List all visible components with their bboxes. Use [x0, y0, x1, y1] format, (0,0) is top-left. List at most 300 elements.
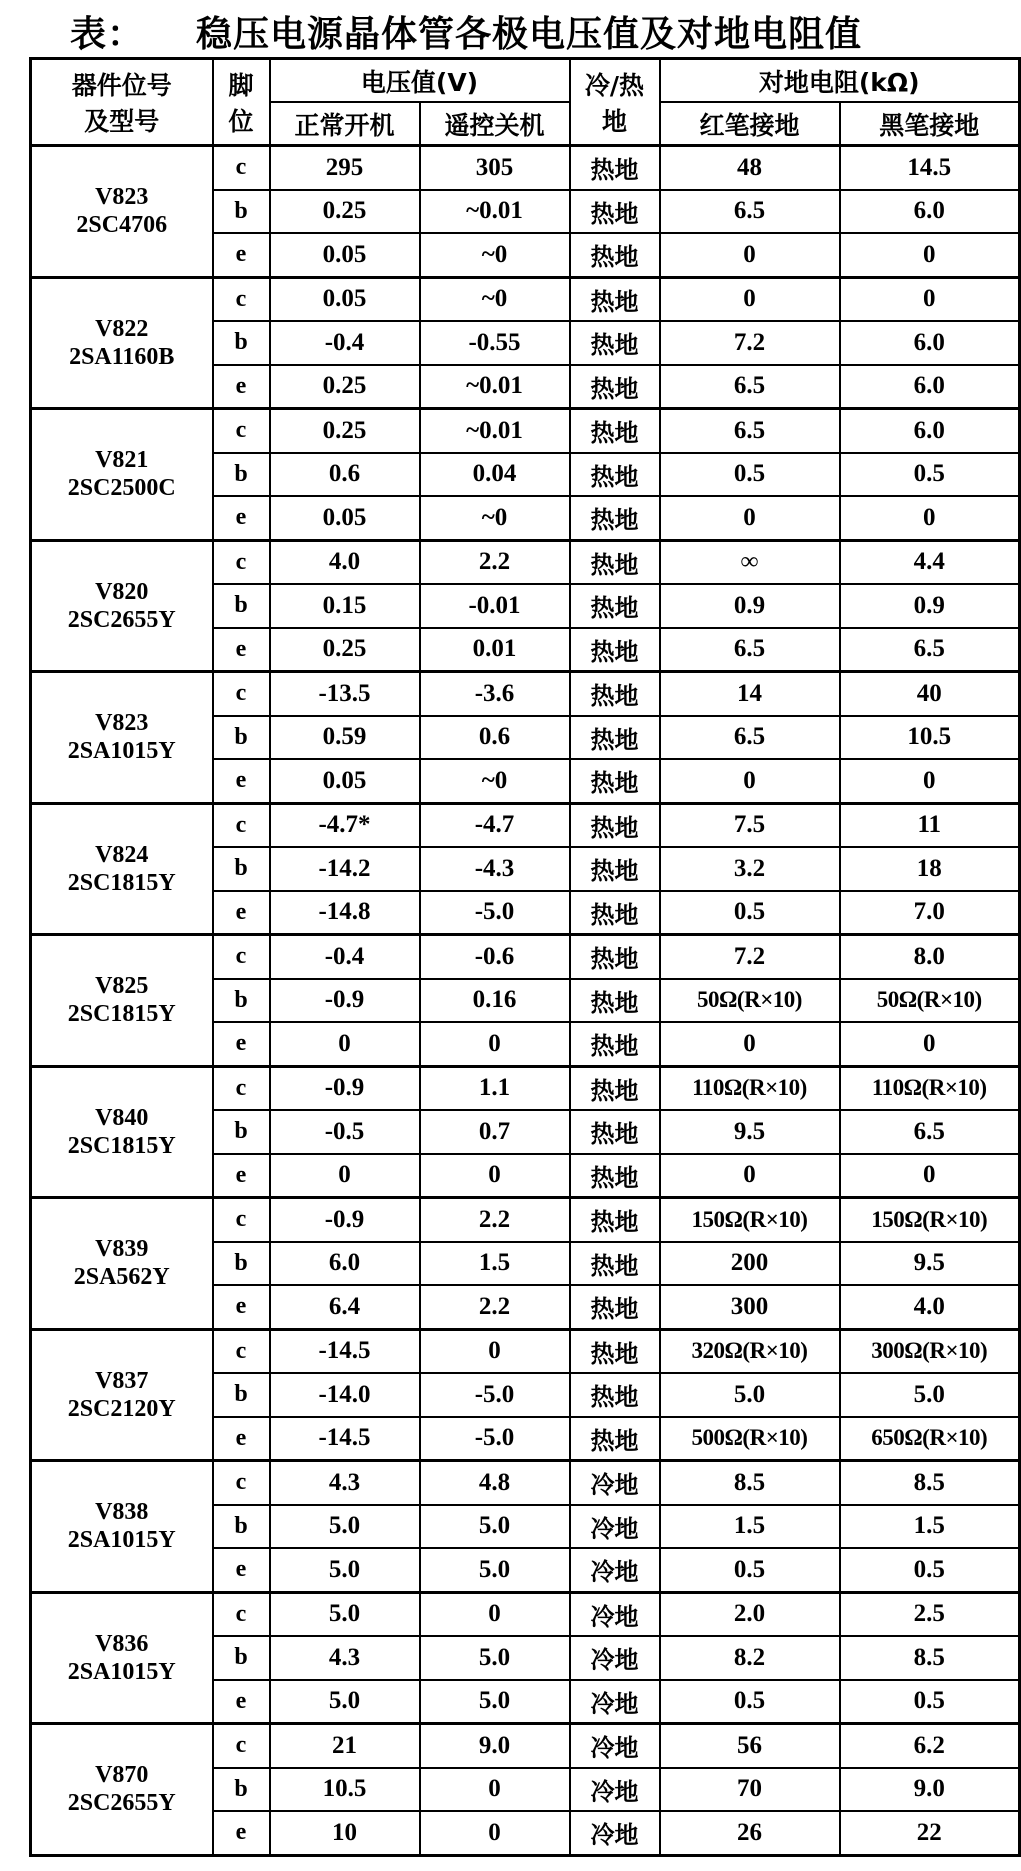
ground-type-cell: 热地 — [570, 803, 660, 847]
resistance-red-cell: 7.2 — [660, 935, 840, 979]
device-ref: V820 — [95, 578, 149, 605]
resistance-black-cell: 8.5 — [840, 1636, 1020, 1680]
voltage-standby-cell: -4.7 — [420, 803, 570, 847]
ground-type-cell: 热地 — [570, 1329, 660, 1373]
ground-type-cell: 热地 — [570, 190, 660, 234]
header-device-line2: 及型号 — [84, 107, 160, 136]
voltage-normal-cell: -0.9 — [270, 979, 420, 1023]
ground-type-cell: 热地 — [570, 1154, 660, 1198]
table-row — [31, 1592, 1020, 1636]
resistance-black-cell: 6.0 — [840, 190, 1020, 234]
pin-cell: e — [213, 628, 270, 672]
voltage-standby-cell: 0.7 — [420, 1110, 570, 1154]
header-pin-line2: 位 — [228, 107, 254, 136]
resistance-black-cell: 50Ω(R×10) — [840, 979, 1020, 1023]
voltage-normal-cell: 0 — [270, 1154, 420, 1198]
voltage-normal-cell: 5.0 — [270, 1680, 420, 1724]
transistor-voltage-table — [29, 57, 1021, 1857]
ground-type-cell: 热地 — [570, 453, 660, 497]
device-model: 2SA1015Y — [67, 1527, 176, 1554]
resistance-red-cell: 320Ω(R×10) — [660, 1329, 840, 1373]
voltage-standby-cell: -0.55 — [420, 321, 570, 365]
resistance-red-cell: 0.5 — [660, 1548, 840, 1592]
voltage-standby-cell: 0.16 — [420, 979, 570, 1023]
voltage-normal-cell: -0.4 — [270, 935, 420, 979]
voltage-standby-cell: ~0.01 — [420, 365, 570, 409]
device-ref: V840 — [95, 1104, 149, 1131]
pin-cell: b — [213, 847, 270, 891]
pin-cell: b — [213, 453, 270, 497]
voltage-standby-cell: 2.2 — [420, 540, 570, 584]
voltage-normal-cell: -14.5 — [270, 1329, 420, 1373]
pin-cell: e — [213, 1811, 270, 1855]
resistance-red-cell: 110Ω(R×10) — [660, 1066, 840, 1110]
pin-cell: c — [213, 1329, 270, 1373]
ground-type-cell: 热地 — [570, 672, 660, 716]
voltage-standby-cell: -5.0 — [420, 1417, 570, 1461]
header-voltage-standby: 遥控关机 — [420, 102, 570, 146]
pin-cell: e — [213, 1680, 270, 1724]
resistance-black-cell: 1.5 — [840, 1505, 1020, 1549]
device-model: 2SC2655Y — [67, 606, 176, 633]
pin-cell: c — [213, 1592, 270, 1636]
resistance-red-cell: 6.5 — [660, 628, 840, 672]
device-cell — [31, 409, 213, 541]
voltage-normal-cell: 0.05 — [270, 759, 420, 803]
resistance-black-cell: 6.5 — [840, 628, 1020, 672]
device-cell — [31, 1198, 213, 1330]
voltage-standby-cell: 0.01 — [420, 628, 570, 672]
resistance-black-cell: 7.0 — [840, 891, 1020, 935]
device-ref: V836 — [95, 1630, 149, 1657]
pin-cell: e — [213, 1548, 270, 1592]
resistance-black-cell: 0.5 — [840, 453, 1020, 497]
resistance-red-cell: 0 — [660, 1022, 840, 1066]
pin-cell: e — [213, 1022, 270, 1066]
voltage-standby-cell: 0.04 — [420, 453, 570, 497]
resistance-black-cell: 5.0 — [840, 1373, 1020, 1417]
voltage-normal-cell: 0.05 — [270, 277, 420, 321]
resistance-black-cell: 0 — [840, 1022, 1020, 1066]
voltage-standby-cell: ~0.01 — [420, 409, 570, 453]
resistance-black-cell: 0 — [840, 277, 1020, 321]
voltage-normal-cell: 295 — [270, 146, 420, 190]
voltage-standby-cell: -3.6 — [420, 672, 570, 716]
voltage-standby-cell: 5.0 — [420, 1548, 570, 1592]
header-ground-line1: 冷/热 — [584, 71, 645, 100]
voltage-normal-cell: -14.0 — [270, 1373, 420, 1417]
ground-type-cell: 热地 — [570, 759, 660, 803]
voltage-normal-cell: 5.0 — [270, 1505, 420, 1549]
resistance-red-cell: 0.5 — [660, 891, 840, 935]
resistance-red-cell: 0 — [660, 1154, 840, 1198]
voltage-normal-cell: 21 — [270, 1724, 420, 1768]
ground-type-cell: 热地 — [570, 496, 660, 540]
resistance-red-cell: 2.0 — [660, 1592, 840, 1636]
voltage-normal-cell: -14.8 — [270, 891, 420, 935]
pin-cell: c — [213, 277, 270, 321]
pin-cell: c — [213, 1461, 270, 1505]
header-voltage-group: 电压值(V) — [270, 59, 570, 103]
header-device-line1: 器件位号 — [71, 71, 172, 100]
device-ref: V822 — [95, 315, 149, 342]
resistance-black-cell: 0.5 — [840, 1548, 1020, 1592]
resistance-black-cell: 2.5 — [840, 1592, 1020, 1636]
header-voltage-normal: 正常开机 — [270, 102, 420, 146]
voltage-normal-cell: 0 — [270, 1022, 420, 1066]
device-ref: V823 — [95, 710, 149, 737]
voltage-standby-cell: 0 — [420, 1768, 570, 1812]
device-ref: V824 — [95, 841, 149, 868]
device-cell — [31, 1592, 213, 1724]
ground-type-cell: 热地 — [570, 233, 660, 277]
voltage-standby-cell: 0 — [420, 1592, 570, 1636]
voltage-standby-cell: ~0 — [420, 233, 570, 277]
resistance-black-cell: 0.9 — [840, 584, 1020, 628]
voltage-normal-cell: 5.0 — [270, 1592, 420, 1636]
resistance-red-cell: 6.5 — [660, 716, 840, 760]
ground-type-cell: 冷地 — [570, 1724, 660, 1768]
resistance-red-cell: 0.5 — [660, 453, 840, 497]
resistance-black-cell: 22 — [840, 1811, 1020, 1855]
voltage-standby-cell: ~0 — [420, 759, 570, 803]
voltage-standby-cell: 5.0 — [420, 1505, 570, 1549]
voltage-normal-cell: -0.5 — [270, 1110, 420, 1154]
voltage-normal-cell: 0.25 — [270, 628, 420, 672]
table-row — [31, 540, 1020, 584]
resistance-red-cell: 26 — [660, 1811, 840, 1855]
device-model: 2SC1815Y — [67, 1132, 176, 1159]
voltage-standby-cell: ~0 — [420, 496, 570, 540]
voltage-normal-cell: 0.05 — [270, 233, 420, 277]
resistance-black-cell: 4.4 — [840, 540, 1020, 584]
voltage-normal-cell: 0.25 — [270, 365, 420, 409]
pin-cell: b — [213, 716, 270, 760]
pin-cell: b — [213, 1505, 270, 1549]
ground-type-cell: 冷地 — [570, 1548, 660, 1592]
ground-type-cell: 热地 — [570, 1198, 660, 1242]
voltage-standby-cell: 4.8 — [420, 1461, 570, 1505]
voltage-standby-cell: -0.6 — [420, 935, 570, 979]
pin-cell: c — [213, 935, 270, 979]
device-ref: V838 — [95, 1499, 149, 1526]
table-row — [31, 1066, 1020, 1110]
resistance-red-cell: 14 — [660, 672, 840, 716]
device-model: 2SA562Y — [73, 1264, 170, 1291]
ground-type-cell: 热地 — [570, 409, 660, 453]
ground-type-cell: 冷地 — [570, 1461, 660, 1505]
header-device — [31, 59, 213, 146]
ground-type-cell: 热地 — [570, 891, 660, 935]
voltage-standby-cell: 0 — [420, 1022, 570, 1066]
pin-cell: e — [213, 759, 270, 803]
resistance-black-cell: 0.5 — [840, 1680, 1020, 1724]
voltage-normal-cell: 6.0 — [270, 1242, 420, 1286]
resistance-black-cell: 650Ω(R×10) — [840, 1417, 1020, 1461]
ground-type-cell: 冷地 — [570, 1592, 660, 1636]
voltage-normal-cell: 4.0 — [270, 540, 420, 584]
pin-cell: e — [213, 365, 270, 409]
voltage-normal-cell: 0.25 — [270, 409, 420, 453]
voltage-standby-cell: -5.0 — [420, 1373, 570, 1417]
ground-type-cell: 热地 — [570, 1417, 660, 1461]
voltage-normal-cell: -4.7* — [270, 803, 420, 847]
table-row — [31, 1461, 1020, 1505]
table-row — [31, 1329, 1020, 1373]
pin-cell: c — [213, 1198, 270, 1242]
device-model: 2SA1160B — [69, 343, 175, 370]
voltage-normal-cell: 0.15 — [270, 584, 420, 628]
header-pin-line1: 脚 — [228, 71, 254, 100]
resistance-black-cell: 6.0 — [840, 365, 1020, 409]
pin-cell: b — [213, 1636, 270, 1680]
resistance-red-cell: 70 — [660, 1768, 840, 1812]
device-cell — [31, 540, 213, 672]
resistance-red-cell: ∞ — [660, 540, 840, 584]
ground-type-cell: 热地 — [570, 1110, 660, 1154]
device-cell — [31, 672, 213, 804]
pin-cell: c — [213, 409, 270, 453]
ground-type-cell: 热地 — [570, 365, 660, 409]
ground-type-cell: 热地 — [570, 1373, 660, 1417]
resistance-red-cell: 500Ω(R×10) — [660, 1417, 840, 1461]
pin-cell: c — [213, 803, 270, 847]
pin-cell: e — [213, 1417, 270, 1461]
voltage-normal-cell: -0.4 — [270, 321, 420, 365]
ground-type-cell: 热地 — [570, 1022, 660, 1066]
device-model: 2SC2655Y — [67, 1790, 176, 1817]
voltage-normal-cell: 0.59 — [270, 716, 420, 760]
resistance-black-cell: 8.5 — [840, 1461, 1020, 1505]
resistance-black-cell: 11 — [840, 803, 1020, 847]
voltage-normal-cell: -13.5 — [270, 672, 420, 716]
device-model: 2SC1815Y — [67, 1001, 176, 1028]
header-resistance-black: 黑笔接地 — [840, 102, 1020, 146]
ground-type-cell: 冷地 — [570, 1680, 660, 1724]
voltage-standby-cell: -0.01 — [420, 584, 570, 628]
resistance-black-cell: 110Ω(R×10) — [840, 1066, 1020, 1110]
pin-cell: b — [213, 1768, 270, 1812]
table-row — [31, 935, 1020, 979]
resistance-black-cell: 9.0 — [840, 1768, 1020, 1812]
device-ref: V823 — [95, 184, 149, 211]
header-resistance-red: 红笔接地 — [660, 102, 840, 146]
resistance-red-cell: 8.5 — [660, 1461, 840, 1505]
resistance-black-cell: 9.5 — [840, 1242, 1020, 1286]
voltage-standby-cell: 0 — [420, 1329, 570, 1373]
table-title-text: 稳压电源晶体管各极电压值及对地电阻值 — [196, 14, 863, 55]
device-model: 2SA1015Y — [67, 1658, 176, 1685]
resistance-red-cell: 0.5 — [660, 1680, 840, 1724]
resistance-black-cell: 0 — [840, 233, 1020, 277]
resistance-red-cell: 48 — [660, 146, 840, 190]
resistance-black-cell: 0 — [840, 1154, 1020, 1198]
pin-cell: e — [213, 891, 270, 935]
resistance-black-cell: 6.0 — [840, 409, 1020, 453]
resistance-black-cell: 300Ω(R×10) — [840, 1329, 1020, 1373]
pin-cell: c — [213, 1066, 270, 1110]
resistance-black-cell: 150Ω(R×10) — [840, 1198, 1020, 1242]
resistance-black-cell: 8.0 — [840, 935, 1020, 979]
pin-cell: b — [213, 584, 270, 628]
voltage-standby-cell: ~0 — [420, 277, 570, 321]
voltage-standby-cell: 305 — [420, 146, 570, 190]
device-ref: V870 — [95, 1762, 149, 1789]
voltage-normal-cell: -0.9 — [270, 1198, 420, 1242]
ground-type-cell: 热地 — [570, 1285, 660, 1329]
ground-type-cell: 热地 — [570, 584, 660, 628]
pin-cell: e — [213, 496, 270, 540]
pin-cell: b — [213, 1110, 270, 1154]
resistance-black-cell: 6.5 — [840, 1110, 1020, 1154]
voltage-standby-cell: 1.1 — [420, 1066, 570, 1110]
header-ground-type — [570, 59, 660, 146]
voltage-standby-cell: 2.2 — [420, 1285, 570, 1329]
resistance-red-cell: 6.5 — [660, 409, 840, 453]
resistance-black-cell: 4.0 — [840, 1285, 1020, 1329]
voltage-normal-cell: 0.25 — [270, 190, 420, 234]
device-cell — [31, 1329, 213, 1461]
resistance-red-cell: 200 — [660, 1242, 840, 1286]
resistance-red-cell: 5.0 — [660, 1373, 840, 1417]
resistance-black-cell: 10.5 — [840, 716, 1020, 760]
voltage-standby-cell: 2.2 — [420, 1198, 570, 1242]
device-cell — [31, 803, 213, 935]
device-ref: V821 — [95, 447, 149, 474]
resistance-black-cell: 6.2 — [840, 1724, 1020, 1768]
voltage-normal-cell: 5.0 — [270, 1548, 420, 1592]
table-row — [31, 409, 1020, 453]
table-title — [70, 6, 862, 56]
pin-cell: e — [213, 233, 270, 277]
ground-type-cell: 热地 — [570, 847, 660, 891]
header-ground-line2: 地 — [601, 107, 627, 136]
ground-type-cell: 冷地 — [570, 1636, 660, 1680]
device-model: 2SA1015Y — [67, 738, 176, 765]
resistance-red-cell: 0 — [660, 496, 840, 540]
ground-type-cell: 热地 — [570, 979, 660, 1023]
voltage-normal-cell: 4.3 — [270, 1461, 420, 1505]
header-pin — [213, 59, 270, 146]
device-cell — [31, 146, 213, 278]
ground-type-cell: 热地 — [570, 1066, 660, 1110]
table-row — [31, 146, 1020, 190]
voltage-standby-cell: -4.3 — [420, 847, 570, 891]
pin-cell: c — [213, 672, 270, 716]
ground-type-cell: 冷地 — [570, 1768, 660, 1812]
pin-cell: b — [213, 321, 270, 365]
device-model: 2SC2120Y — [67, 1395, 176, 1422]
pin-cell: b — [213, 190, 270, 234]
voltage-normal-cell: 0.6 — [270, 453, 420, 497]
ground-type-cell: 热地 — [570, 1242, 660, 1286]
voltage-normal-cell: -14.2 — [270, 847, 420, 891]
resistance-red-cell: 0.9 — [660, 584, 840, 628]
resistance-red-cell: 56 — [660, 1724, 840, 1768]
ground-type-cell: 热地 — [570, 540, 660, 584]
pin-cell: c — [213, 1724, 270, 1768]
resistance-red-cell: 6.5 — [660, 365, 840, 409]
resistance-red-cell: 0 — [660, 277, 840, 321]
resistance-black-cell: 0 — [840, 496, 1020, 540]
resistance-red-cell: 3.2 — [660, 847, 840, 891]
device-ref: V839 — [95, 1236, 149, 1263]
resistance-red-cell: 150Ω(R×10) — [660, 1198, 840, 1242]
voltage-normal-cell: 10.5 — [270, 1768, 420, 1812]
resistance-red-cell: 7.5 — [660, 803, 840, 847]
voltage-standby-cell: ~0.01 — [420, 190, 570, 234]
device-cell — [31, 1461, 213, 1593]
resistance-red-cell: 6.5 — [660, 190, 840, 234]
voltage-standby-cell: 0.6 — [420, 716, 570, 760]
ground-type-cell: 冷地 — [570, 1811, 660, 1855]
resistance-red-cell: 1.5 — [660, 1505, 840, 1549]
ground-type-cell: 热地 — [570, 716, 660, 760]
voltage-standby-cell: 5.0 — [420, 1680, 570, 1724]
table-row — [31, 803, 1020, 847]
ground-type-cell: 热地 — [570, 277, 660, 321]
table-body — [31, 146, 1020, 1856]
pin-cell: c — [213, 146, 270, 190]
table-row — [31, 672, 1020, 716]
ground-type-cell: 热地 — [570, 628, 660, 672]
device-cell — [31, 935, 213, 1067]
voltage-standby-cell: 0 — [420, 1154, 570, 1198]
resistance-red-cell: 50Ω(R×10) — [660, 979, 840, 1023]
device-model: 2SC2500C — [67, 475, 176, 502]
resistance-red-cell: 8.2 — [660, 1636, 840, 1680]
device-cell — [31, 1724, 213, 1856]
resistance-red-cell: 9.5 — [660, 1110, 840, 1154]
pin-cell: b — [213, 979, 270, 1023]
voltage-normal-cell: -0.9 — [270, 1066, 420, 1110]
header-resistance-group: 对地电阻(kΩ) — [660, 59, 1020, 103]
table-row — [31, 1724, 1020, 1768]
voltage-normal-cell: 10 — [270, 1811, 420, 1855]
resistance-black-cell: 18 — [840, 847, 1020, 891]
device-model: 2SC1815Y — [67, 869, 176, 896]
device-cell — [31, 1066, 213, 1198]
pin-cell: e — [213, 1154, 270, 1198]
resistance-red-cell: 300 — [660, 1285, 840, 1329]
pin-cell: b — [213, 1242, 270, 1286]
resistance-black-cell: 14.5 — [840, 146, 1020, 190]
resistance-red-cell: 0 — [660, 759, 840, 803]
voltage-normal-cell: 0.05 — [270, 496, 420, 540]
device-cell — [31, 277, 213, 409]
ground-type-cell: 冷地 — [570, 1505, 660, 1549]
voltage-standby-cell: 1.5 — [420, 1242, 570, 1286]
resistance-red-cell: 7.2 — [660, 321, 840, 365]
resistance-black-cell: 40 — [840, 672, 1020, 716]
ground-type-cell: 热地 — [570, 935, 660, 979]
ground-type-cell: 热地 — [570, 146, 660, 190]
device-model: 2SC4706 — [76, 212, 168, 239]
resistance-black-cell: 0 — [840, 759, 1020, 803]
table-title-label: 表： — [70, 14, 145, 55]
resistance-black-cell: 6.0 — [840, 321, 1020, 365]
resistance-red-cell: 0 — [660, 233, 840, 277]
table-row — [31, 277, 1020, 321]
voltage-normal-cell: 4.3 — [270, 1636, 420, 1680]
voltage-standby-cell: 0 — [420, 1811, 570, 1855]
device-ref: V837 — [95, 1367, 149, 1394]
ground-type-cell: 热地 — [570, 321, 660, 365]
pin-cell: b — [213, 1373, 270, 1417]
voltage-normal-cell: -14.5 — [270, 1417, 420, 1461]
voltage-normal-cell: 6.4 — [270, 1285, 420, 1329]
pin-cell: e — [213, 1285, 270, 1329]
